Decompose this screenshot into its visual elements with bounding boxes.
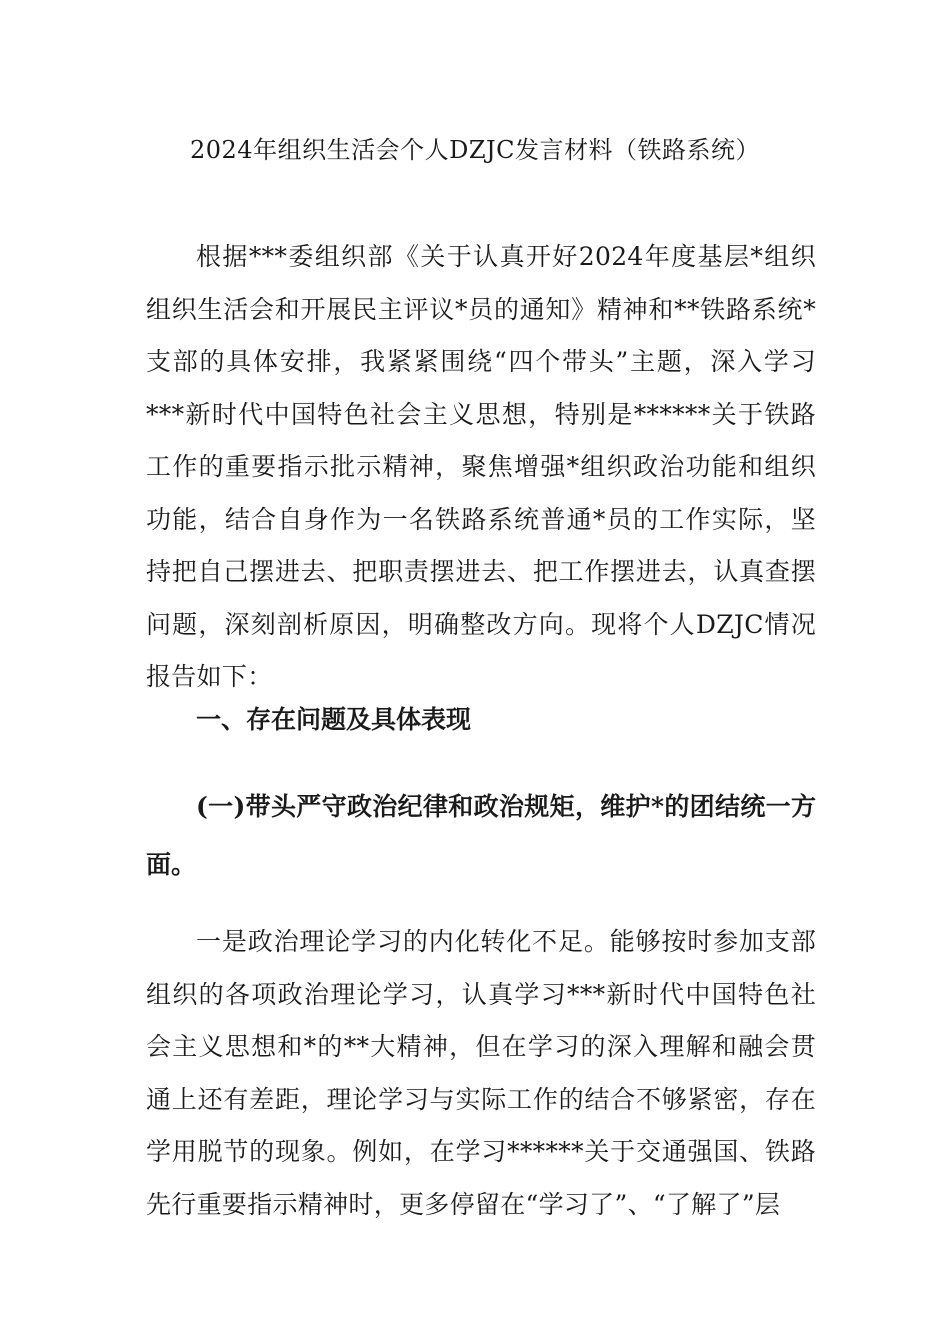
- intro-paragraph: 根据***委组织部《关于认真开好2024年度基层*组织组织生活会和开展民主评议*员的通知》精神和**铁路系统*支部的具体安排，我紧紧围绕“四个带头”主题，深入学习***新时代中国特色社会主义思想，特别是******关于铁路工作的重要指示批示精神，聚焦增强*组织政治功能和组织功能，结合自身作为一名铁路系统普通*员的工作实际，坚持把自己摆进去、把职责摆进去、把工作摆进去，认真查摆问题，深刻剖析原因，明确整改方向。现将个人DZJC情况报告如下：: [146, 242, 816, 691]
- body-paragraph: 一是政治理论学习的内化转化不足。能够按时参加支部组织的各项政治理论学习，认真学习***新时代中国特色社会主义思想和*的**大精神，但在学习的深入理解和融会贯通上还有差距，理论学习与实际工作的结合不够紧密，存在学用脱节的现象。例如，在学习******关于交通强国、铁路先行重要指示精神时，更多停留在“学习了”、“了解了”层: [146, 927, 816, 1219]
- subsection-heading: (一)带头严守政治纪律和政治规矩，维护*的团结统一方面。: [146, 792, 816, 879]
- document-title: 2024年组织生活会个人DZJC发言材料（铁路系统）: [190, 136, 760, 164]
- section-heading: 一、存在问题及具体表现: [196, 705, 472, 734]
